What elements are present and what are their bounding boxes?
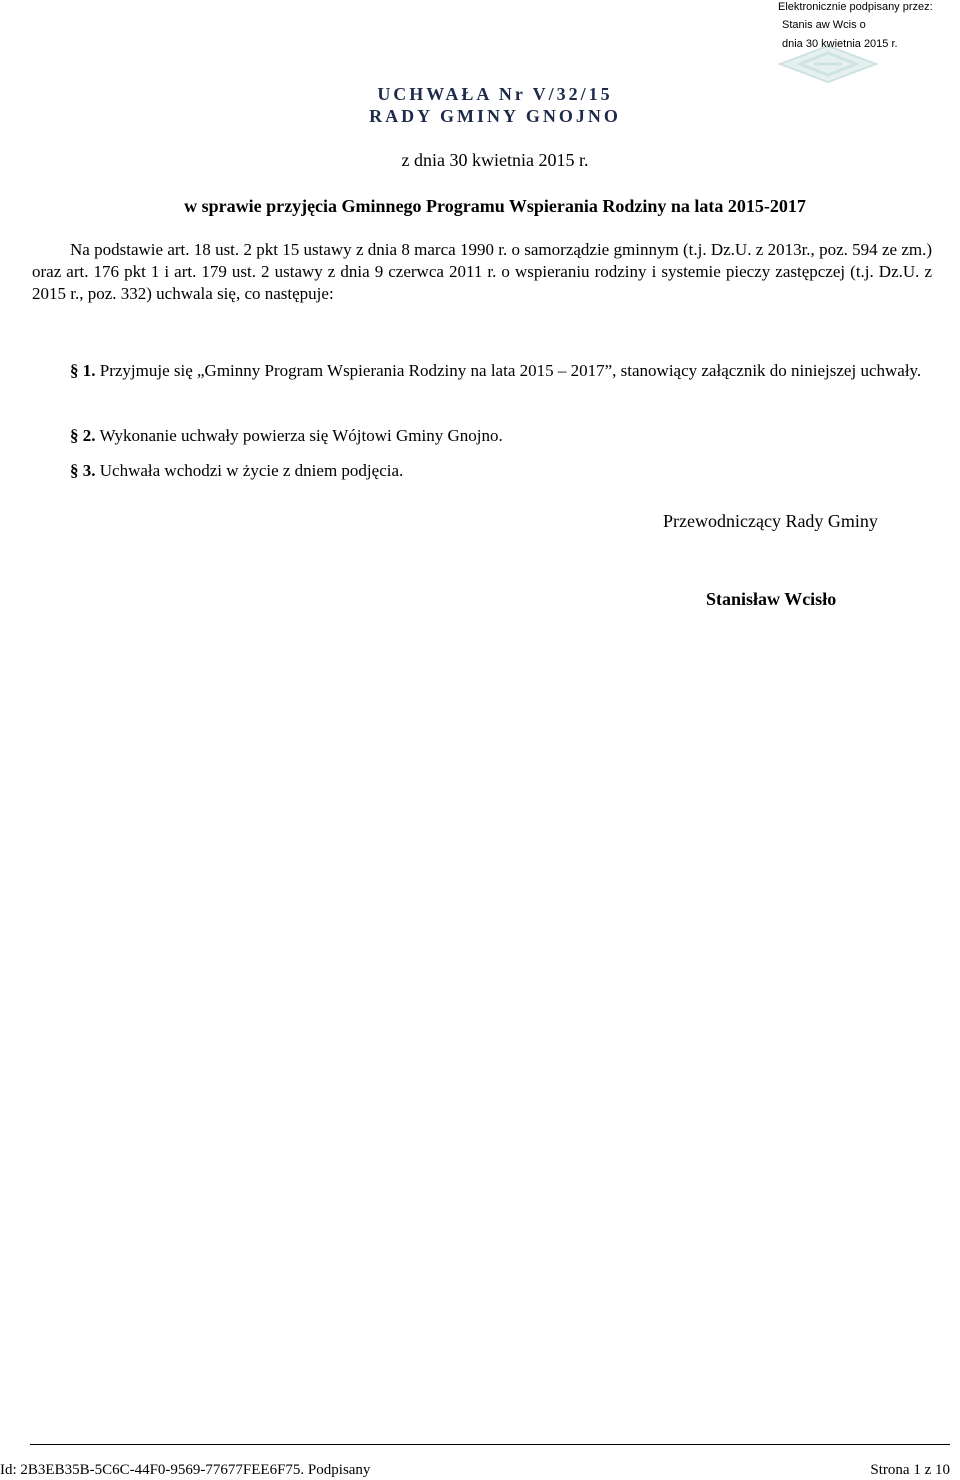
section-text: Wykonanie uchwały powierza się Wójtowi Gminy Gnojno. — [99, 426, 503, 445]
signature-date: dnia 30 kwietnia 2015 r. — [782, 38, 898, 50]
section-3 — [32, 460, 932, 482]
section-text: Przyjmuje się „Gminny Program Wspierania Rodziny na lata 2015 – 2017”, stanowiący załącznik do niniejszej uchwały. — [99, 361, 922, 380]
council-name: RADY GMINY GNOJNO — [369, 106, 621, 126]
resolution-date: z dnia 30 kwietnia 2015 r. — [401, 150, 589, 170]
section-2 — [32, 425, 932, 447]
footer-divider — [30, 1444, 950, 1445]
resolution-subject: w sprawie przyjęcia Gminnego Programu Wspierania Rodziny na lata 2015-2017 — [184, 196, 806, 216]
section-1 — [32, 360, 932, 382]
electronic-signature-stamp — [768, 0, 960, 84]
legal-basis-paragraph: Na podstawie art. 18 ust. 2 pkt 15 ustawy z dnia 8 marca 1990 r. o samorządzie gminnym (t.j. Dz.U. z 2013r., poz. 594 ze zm.) oraz art. 176 pkt 1 i art. 179 ust. 2 ustawy z dnia 9 czerwca 2011 r. o wspieraniu rodziny i systemie pieczy zastępczej (t.j. Dz.U. z 2015 r., poz. 332) uchwala się, co następuje: — [32, 240, 932, 303]
page-footer — [0, 1444, 960, 1480]
section-number: § 2. — [70, 426, 96, 445]
section-number: § 1. — [70, 361, 96, 380]
signature-signer: Stanis aw Wcis o — [782, 19, 866, 31]
signature-caption: Elektronicznie podpisany przez: — [778, 1, 933, 13]
section-number: § 3. — [70, 461, 96, 480]
resolution-number: UCHWAŁA Nr V/32/15 — [377, 84, 613, 104]
signatory-title: Przewodniczący Rady Gminy — [663, 511, 878, 531]
page-number: Strona 1 z 10 — [870, 1462, 950, 1478]
signatory-name: Stanisław Wcisło — [706, 589, 837, 609]
section-text: Uchwała wchodzi w życie z dniem podjęcia. — [99, 461, 404, 480]
document-id: Id: 2B3EB35B-5C6C-44F0-9569-77677FEE6F75. Podpisany — [0, 1462, 371, 1478]
